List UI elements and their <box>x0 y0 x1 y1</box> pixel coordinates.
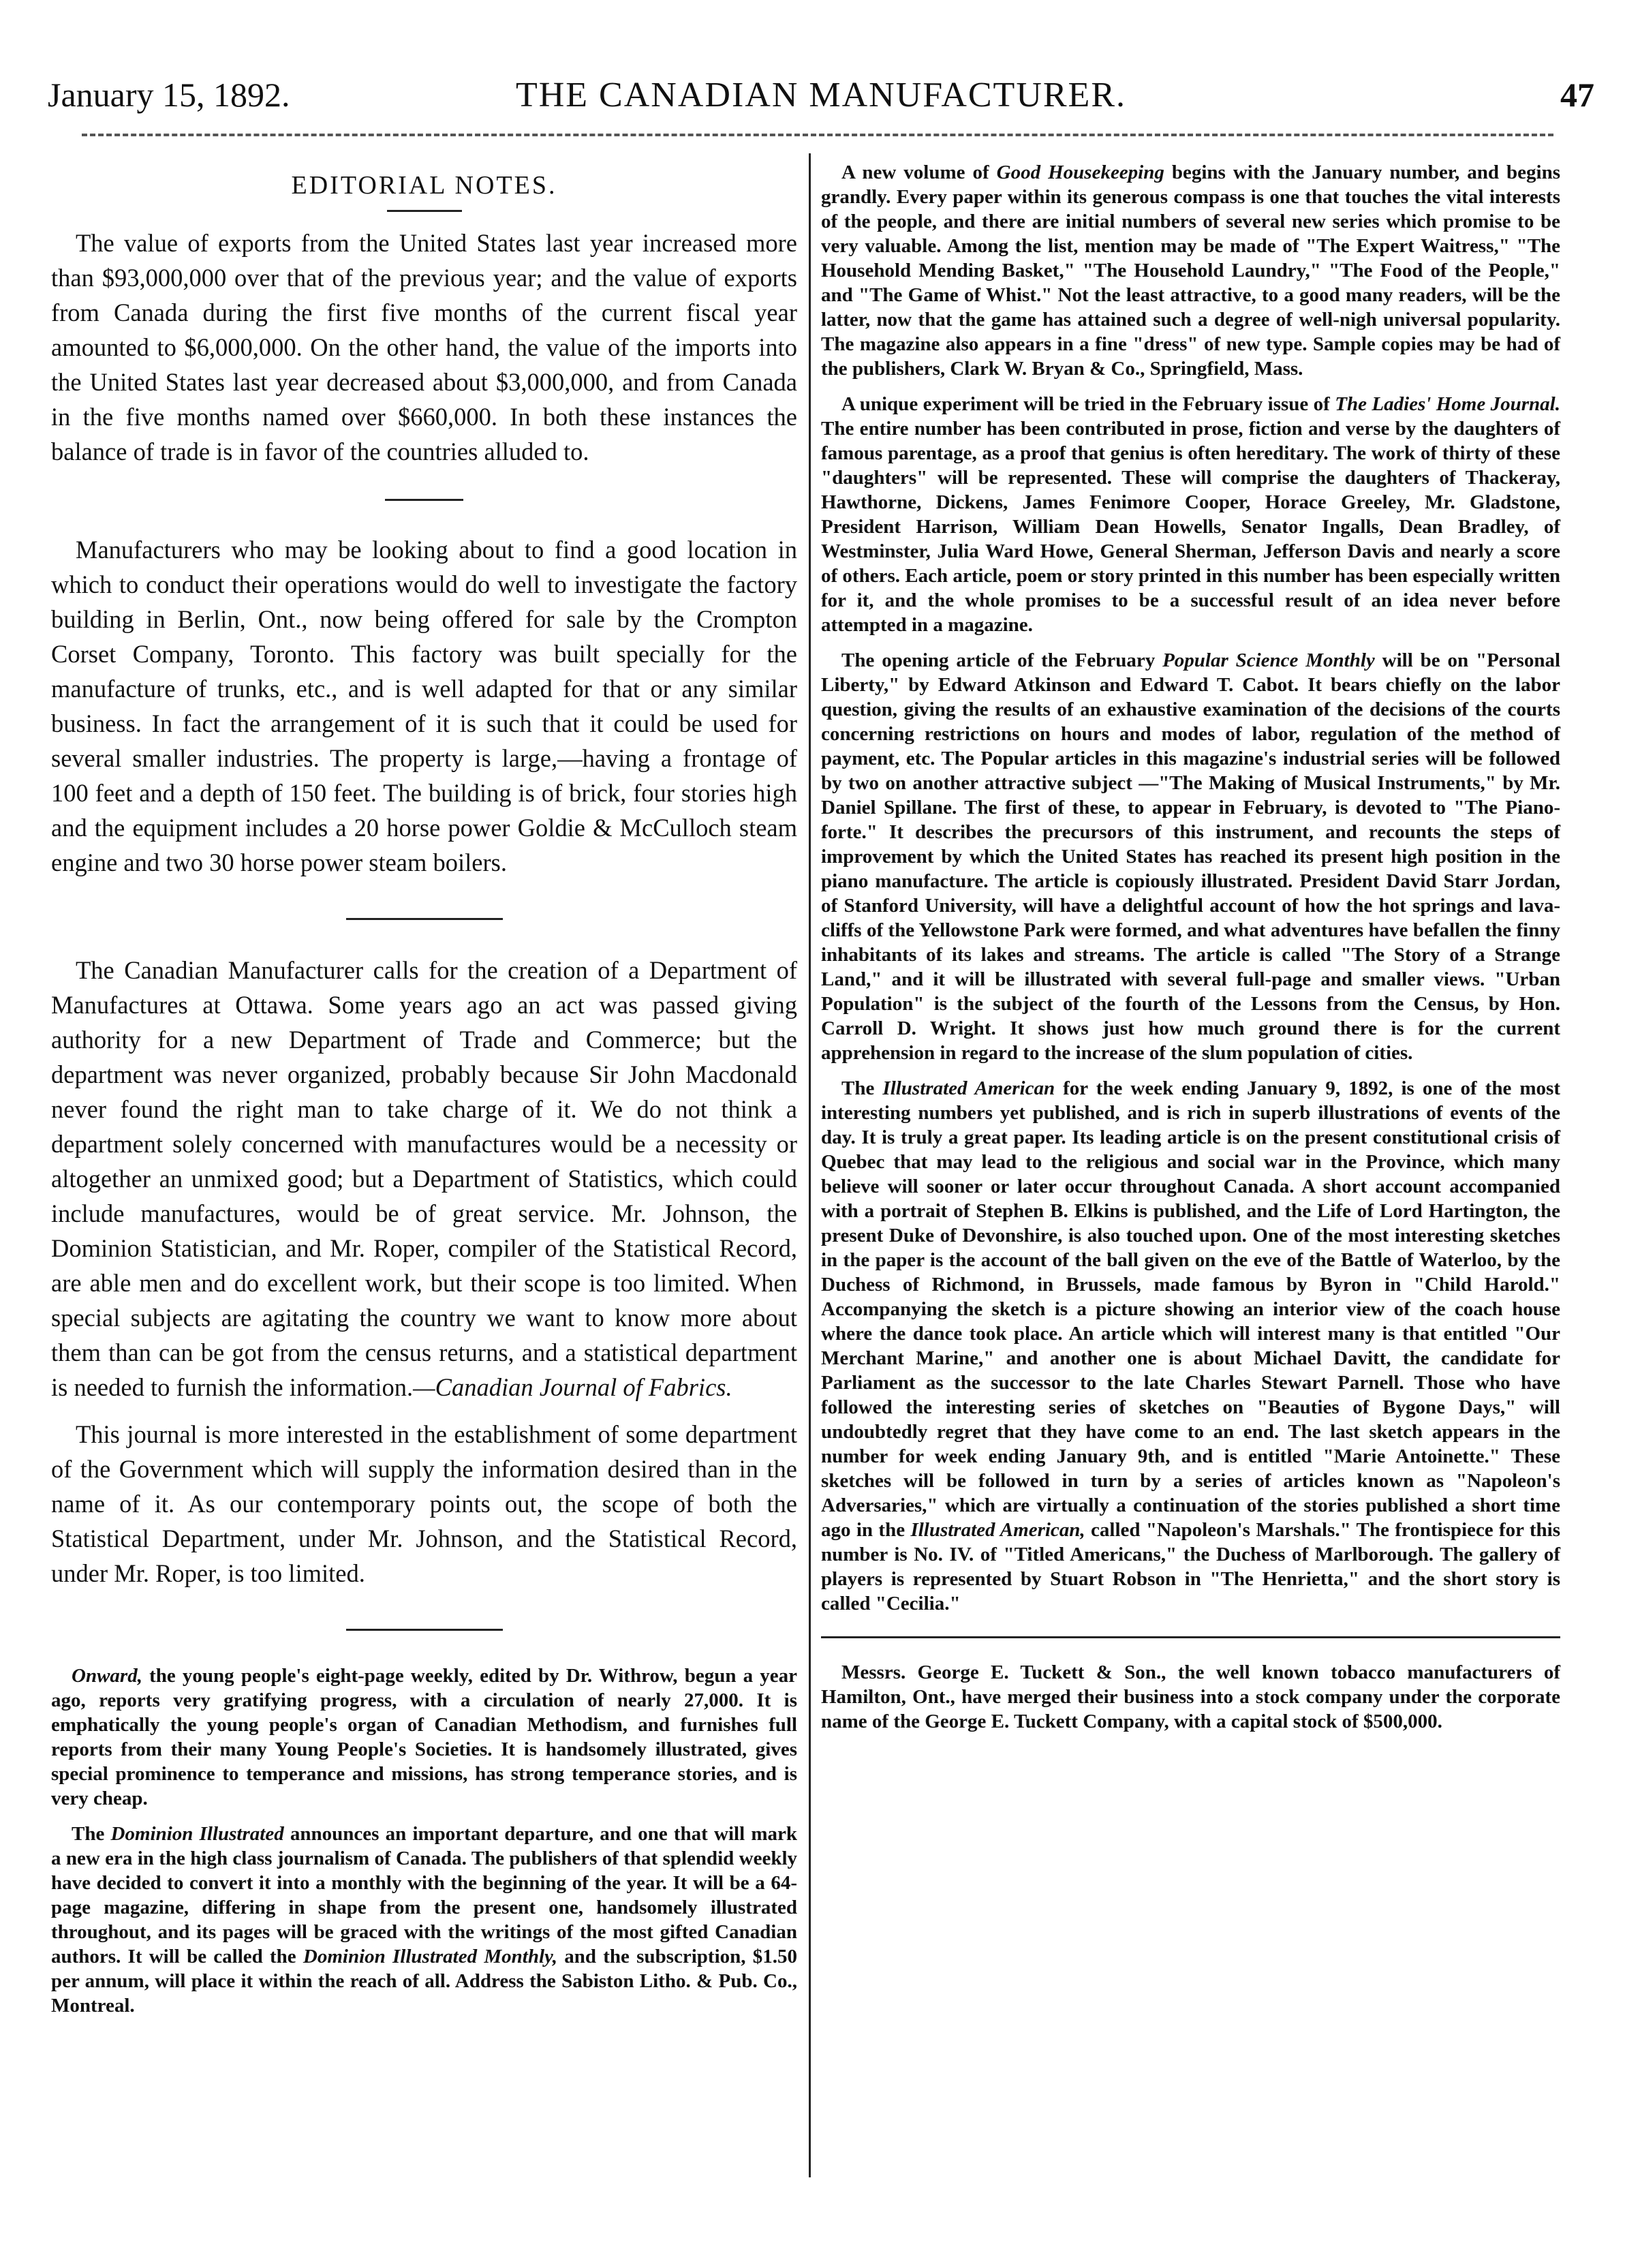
department-quote-source: —Canadian Journal of Fabrics. <box>413 1373 732 1401</box>
dominion-paragraph <box>51 1822 797 2018</box>
psm-title: Popular Science Monthly <box>1162 649 1375 671</box>
onward-text: the young people's eight-page weekly, edited by Dr. Withrow, begun a year ago, reports very gratifying progress, with a circulation of nearly 27,000. It is emphatically the young people's organ of Canadian Methodism, and furnishes full reports from their many Young People's Societies. It is handsomely illustrated, gives special prominence to temperance and missions, has strong temperance stories, and is very cheap. <box>51 1665 797 1809</box>
right-column <box>821 160 1560 1734</box>
exports-paragraph: The value of exports from the United States last year increased more than $93,000,000 over that of the previous year; and the value of exports from Canada during the first five months of the current fiscal year amounted to $6,000,000. On the other hand, the value of the imports into the United States last year decreased about $3,000,000, and from Canada in the five months named over $660,000. In both these instances the balance of trade is in favor of the countries alluded to. <box>51 229 797 465</box>
issue-date: January 15, 1892. <box>48 76 290 114</box>
ladies-home-journal-paragraph <box>821 392 1560 637</box>
ia-title: Illustrated American <box>882 1077 1055 1099</box>
gh-intro: A new volume of <box>841 162 997 183</box>
department-quote-text: The Canadian Manufacturer calls for the creation of a Department of Manufactures at Ottawa. Some years ago an act was passed giving authority for a new Department of Trade and Commerce; but the department was never organized, probably because Sir John Macdonald never found the right man to take charge of it. We do not think a department solely concerned with manufactures would be a necessity or altogether an unmixed good; but a Department of Statistics, which could include manufactures, would be of great service. Mr. Johnson, the Dominion Statistician, and Mr. Roper, compiler of the Statistical Record, are able men and do excellent work, but their scope is too limited. When special subjects are agitating the country we want to know more about them than can be got from the census returns, and a statistical department is needed to furnish the information. <box>51 956 797 1401</box>
page-header <box>48 75 1594 123</box>
tuckett-paragraph: Messrs. George E. Tuckett & Son., the well known tobacco manufacturers of Hamilton, Ont., have merged their business into a stock company under the corporate name of the George E. Tuckett Company, with a capital stock of $500,000. <box>821 1661 1560 1732</box>
column-divider <box>809 153 811 2177</box>
ia-end: called "Napoleon's Marshals." The frontispiece for this number is No. IV. of "Titled Americans," the Duchess of Marlborough. The gallery of players is represented by Stuart Robson in "The Henrietta," and the short story is called "Cecilia." <box>821 1519 1561 1614</box>
dominion-intro: The <box>72 1823 111 1845</box>
psm-intro: The opening article of the February <box>841 649 1163 671</box>
section-heading: EDITORIAL NOTES. <box>291 171 557 200</box>
separator-rule <box>346 918 503 920</box>
publication-title: THE CANADIAN MANUFACTURER. <box>515 76 1127 114</box>
gh-text: begins with the January number, and begins grandly. Every paper within its generous compass is one that touches the vital interests of the people, and there are initial numbers of several new series which promise to be very valuable. Among the list, mention may be made of "The Expert Waitress," "The Household Mending Basket," "The Household Laundry," "The Food of the People," and "The Game of Whist." Not the least attractive, to a good many readers, will be the latter, now that the game has attained such a degree of well-nigh universal popularity. The magazine also appears in a fine "dress" of new type. Sample copies may be had of the publishers, Clark W. Bryan & Co., Springfield, Mass. <box>821 162 1560 380</box>
department-quote-paragraph <box>51 953 797 1405</box>
onward-paragraph <box>51 1664 797 1811</box>
gh-title: Good Housekeeping <box>996 162 1164 183</box>
dominion-monthly-title: Dominion Illustrated Monthly, <box>303 1946 558 1967</box>
lhj-intro: A unique experiment will be tried in the February issue of <box>841 393 1335 415</box>
dominion-title: Dominion Illustrated <box>110 1823 284 1845</box>
onward-title: Onward, <box>72 1665 142 1687</box>
ia-text: for the week ending January 9, 1892, is one of the most interesting numbers yet published, and is rich in superb illustrations of events of the day. It is truly a great paper. Its leading article is on the present constitutional crisis of Quebec that may lead to the religious and social war in the Province, which many believe will sooner or later occur throughout Canada. A short account accompanied with a portrait of Stephen B. Elkins is published, and the Life of Lord Hartington, the present Duke of Devonshire, is also touched upon. One of the most interesting sketches in the paper is the account of the ball given on the eve of the Battle of Waterloo, by the Duchess of Richmond, in Brussels, made famous by Byron in "Child Harold." Accompanying the sketch is a picture showing an interior view of the coach house where the dance took place. An article which will interest many is that entitled "Our Merchant Marine," and another one is about Michael Davitt, the candidate for Parliament as the successor to the late Charles Stewart Parnell. Those who have followed the interesting series of sketches on "Beauties of Bygone Days," will undoubtedly regret that they have come to an end. The last sketch appears in the number for week ending January 9th, and is entitled "Marie Antoinette." These sketches will be followed in turn by a series of articles known as "Napoleon's Adversaries," which are virtually a continuation of the stories published a short time ago in the <box>821 1077 1560 1541</box>
page-number: 47 <box>1560 76 1594 114</box>
ia-intro: The <box>841 1077 883 1099</box>
dominion-text: announces an important departure, and one that will mark a new era in the high class journalism of Canada. The publishers of that splendid weekly have decided to convert it into a monthly with the beginning of the year. It will be a 64-page magazine, differing in shape from the present one, handsomely illustrated throughout, and its pages will be graced with the writings of the most gifted Canadian authors. It will be called the <box>51 1823 797 1967</box>
left-column <box>51 160 797 2018</box>
illustrated-american-paragraph <box>821 1076 1560 1616</box>
lhj-title: The Ladies' Home Journal. <box>1335 393 1560 415</box>
ia-title-second: Illustrated American, <box>910 1519 1085 1541</box>
separator-rule <box>346 1629 503 1631</box>
heading-rule <box>387 210 462 212</box>
lhj-text: The entire number has been contributed in prose, fiction and verse by the daughters of famous parentage, as a proof that genius is often hereditary. The work of thirty of these "daughters" will be represented. These will comprise the daughters of Thackeray, Hawthorne, Dickens, James Fenimore Cooper, Horace Greeley, Mr. Gladstone, President Harrison, William Dean Howells, Senator Ingalls, Dean Bradley, of Westminster, Julia Ward Howe, General Sherman, Jefferson Davis and nearly a score of others. Each article, poem or story printed in this number has been especially written for it, and the whole promises to be a successful result of an idea never before attempted in a magazine. <box>821 418 1560 636</box>
separator-rule <box>385 499 463 501</box>
popular-science-paragraph <box>821 648 1560 1065</box>
factory-paragraph: Manufacturers who may be looking about to find a good location in which to conduct their operations would do well to investigate the factory building in Berlin, Ont., now being offered for sale by the Crompton Corset Company, Toronto. This factory was built specially for the manufacture of trunks, etc., and is well adapted for that or any similar business. In fact the arrangement of it is such that it could be used for several smaller industries. The property is large,—having a frontage of 100 feet and a depth of 150 feet. The building is of brick, four stories high and the equipment includes a 20 horse power Goldie & McCulloch steam engine and two 30 horse power steam boilers. <box>51 536 797 876</box>
department-reply-paragraph: This journal is more interested in the establishment of some department of the Government which will supply the information desired than in the name of it. As our contemporary points out, the scope of both the Statistical Department, under Mr. Johnson, and the Statistical Record, under Mr. Roper, is too limited. <box>51 1420 797 1587</box>
separator-rule <box>821 1636 1560 1638</box>
header-rule <box>82 134 1553 136</box>
good-housekeeping-paragraph <box>821 160 1560 381</box>
psm-text: will be on "Personal Liberty," by Edward Atkinson and Edward T. Cabot. It bears chiefly on the labor question, giving the results of an exhaustive examination of the decisions of the courts concerning restrictions on hours and modes of labor, regulation of the method of payment, etc. The Popular articles in this magazine's industrial series will be followed by two on another attractive subject —"The Making of Musical Instruments," by Mr. Daniel Spillane. The first of these, to appear in February, is devoted to "The Piano-forte." It describes the precursors of this instrument, and recounts the steps of improvement by which the United States has reached its present high position in the piano manufacture. The article is copiously illustrated. President David Starr Jordan, of Stanford University, will have a delightful account of how the hot springs and lava-cliffs of the Yellowstone Park were formed, and what adventures have befallen the finny inhabitants of its lakes and streams. The article is called "The Story of a Strange Land," and it will be illustrated with several full-page and smaller views. "Urban Population" is the subject of the fourth of the Lessons from the Census, by Hon. Carroll D. Wright. It shows just how much ground there is for the current apprehension in regard to the increase of the slum population of cities. <box>821 649 1561 1064</box>
dominion-end: and the subscription, $1.50 per annum, will place it within the reach of all. Address the Sabiston Litho. & Pub. Co., Montreal. <box>51 1946 797 2017</box>
